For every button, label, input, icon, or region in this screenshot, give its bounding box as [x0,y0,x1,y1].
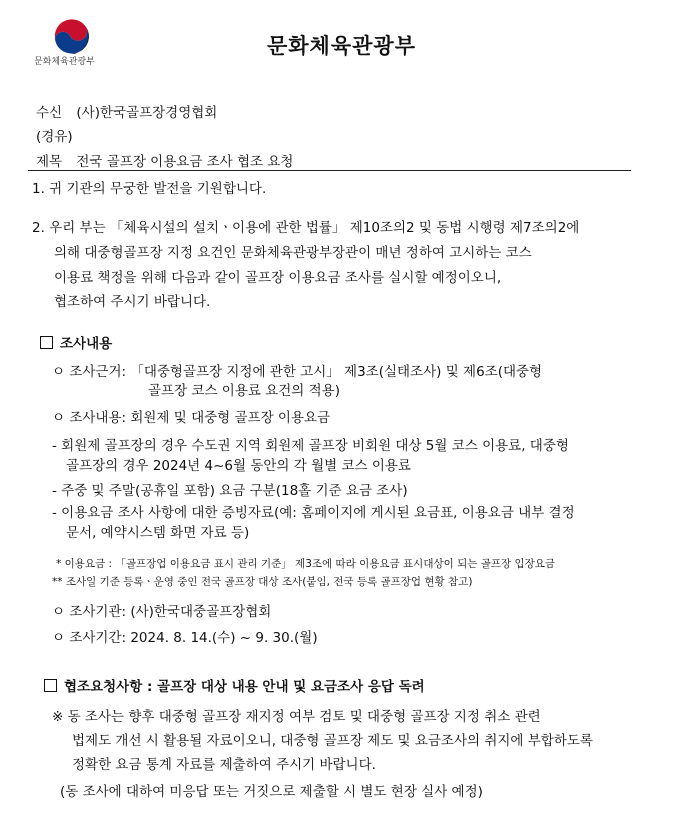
paragraph-2-line-1: 2. 우리 부는 「체육시설의 설치ㆍ이용에 관한 법률」 제10조의2 및 동법 시행령 제7조의2에 [32,220,580,236]
survey-basis-line-2: 골프장 코스 이용료 요건의 적용) [148,383,340,399]
request-footnote: (동 조사에 대하여 미응답 또는 거짓으로 제출할 시 별도 현장 실사 예정) [60,784,483,800]
header-divider [28,170,631,171]
survey-dash-2: - 주중 및 주말(공휴일 포함) 요금 구분(18홀 기준 요금 조사) [52,483,408,499]
survey-dash-3-line-2: 문서, 예약시스템 화면 자료 등) [66,525,250,541]
subject-value: 전국 골프장 이용요금 조사 협조 요청 [76,154,294,170]
request-note-line-3: 정확한 요금 통계 자료를 제출하여 주시기 바랍니다. [72,757,376,773]
request-heading [44,675,425,695]
paragraph-2-line-3: 이용료 책정을 위해 다음과 같이 골프장 이용요금 조사를 실시할 예정이오니, [54,270,502,286]
recipient-value: (사)한국골프장경영협회 [76,105,218,121]
paragraph-2-line-4: 협조하여 주시기 바랍니다. [54,294,211,310]
via-line: (경유) [36,129,73,145]
survey-note-2: ** 조사일 기준 등록ㆍ운영 중인 전국 골프장 대상 조사(붙임, 전국 등록 골프장업 현황 참고) [52,576,473,588]
request-heading-text: 협조요청사항 : 골프장 대상 내용 안내 및 요금조사 응답 독려 [64,679,425,695]
survey-period: ㅇ 조사기간: 2024. 8. 14.(수) ~ 9. 30.(월) [52,630,318,646]
survey-content: ㅇ 조사내용: 회원제 및 대중형 골프장 이용요금 [52,410,331,426]
checkbox-square-icon [44,679,57,692]
org-title: 문화체육관광부 [266,34,416,58]
subject-label: 제목 [36,154,63,170]
survey-heading-text: 조사내용 [60,336,113,352]
paragraph-2-line-2: 의해 대중형골프장 지정 요건인 문화체육관광부장관이 매년 정하여 고시하는 코스 [54,245,532,261]
logo-text: 문화체육관광부 [34,57,95,67]
checkbox-square-icon [40,336,53,349]
subject-line [36,150,293,170]
survey-dash-3-line-1: - 이용요금 조사 사항에 대한 증빙자료(예: 홈페이지에 게시된 요금표, 이용요금 내부 결정 [52,505,575,521]
survey-agency: ㅇ 조사기관: (사)한국대중골프장협회 [52,604,272,620]
request-note-line-2: 법제도 개선 시 활용될 자료이오니, 대중형 골프장 제도 및 요금조사의 취지에 부합하도록 [72,733,593,749]
recipient-line [36,101,217,121]
request-note-line-1: ※ 동 조사는 향후 대중형 골프장 재지정 여부 검토 및 대중형 골프장 지정 취소 관련 [52,709,541,725]
recipient-label: 수신 [36,105,63,121]
survey-dash-1-line-2: 골프장의 경우 2024년 4~6월 동안의 각 월별 코스 이용료 [66,458,411,474]
survey-note-1: * 이용요금 : 「골프장업 이용요금 표시 관리 기준」 제3조에 따라 이용요금 표시대상이 되는 골프장 입장요금 [56,558,556,570]
survey-basis-line-1: ㅇ 조사근거: 「대중형골프장 지정에 관한 고시」 제3조(실태조사) 및 제6조(대중형 [52,364,543,380]
paragraph-1: 1. 귀 기관의 무궁한 발전을 기원합니다. [32,181,267,197]
survey-heading [40,332,112,352]
survey-dash-1-line-1: - 회원제 골프장의 경우 수도권 지역 회원제 골프장 비회원 대상 5월 코스 이용료, 대중형 [52,438,569,454]
